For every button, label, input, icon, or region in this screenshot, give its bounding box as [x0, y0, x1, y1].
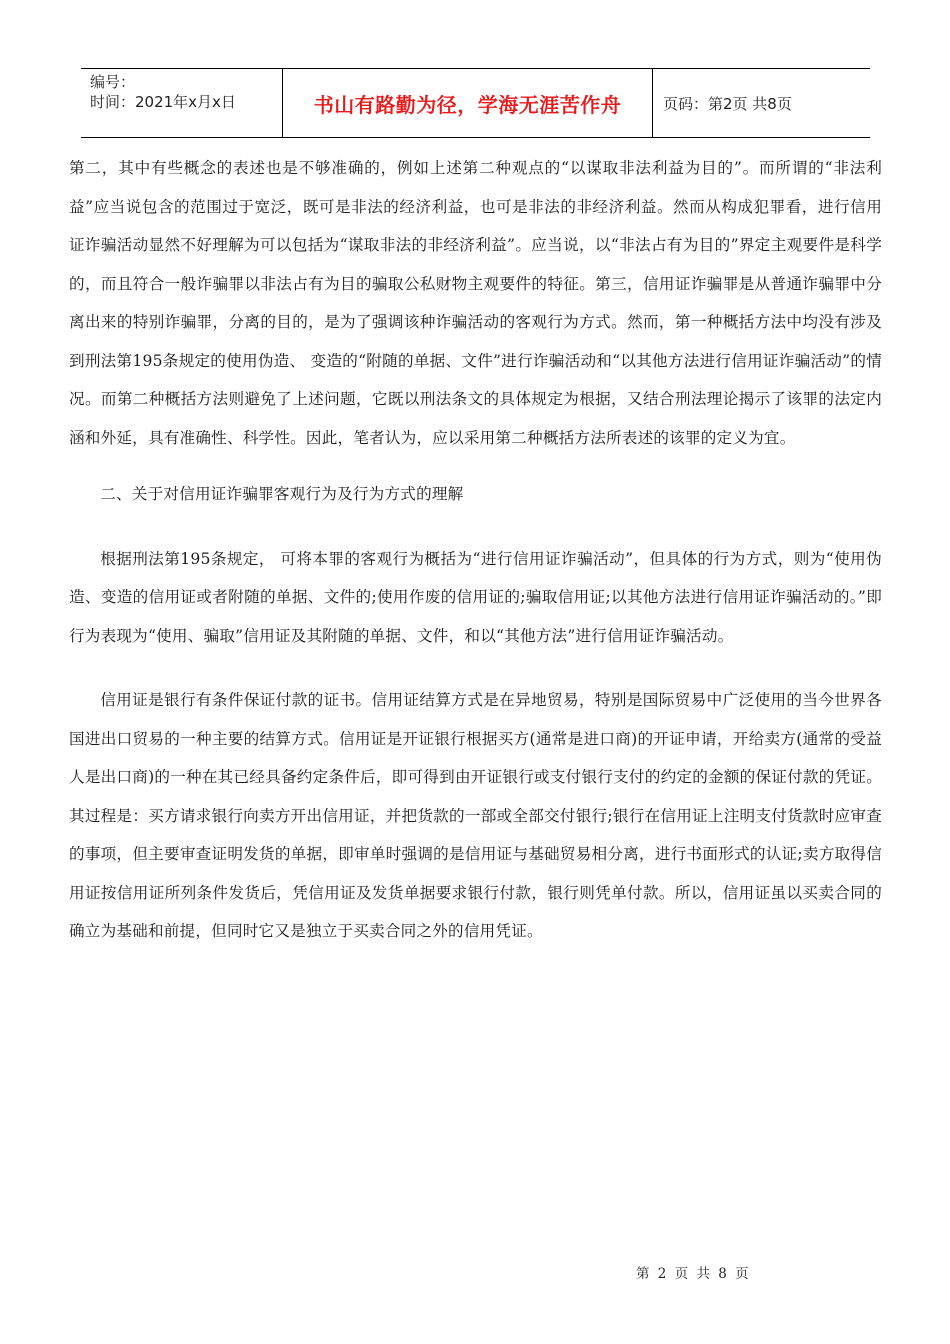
body-paragraph: 信用证是银行有条件保证付款的证书。信用证结算方式是在异地贸易，特别是国际贸易中广泛使用的当今世界各国进出口贸易的一种主要的结算方式。信用证是开证银行根据买方(通常是进口商)的开证申请，开给卖方(通常的受益人是出口商)的一种在其已经具备约定条件后，即可得到由开证银行或支付银行支付的约定的金额的保证付款的凭证。其过程是：买方请求银行向卖方开出信用证，并把货款的一部或全部交付银行;银行在信用证上注明支付货款时应审查的事项，但主要审查证明发货的单据，即审单时强调的是信用证与基础贸易相分离，进行书面形式的认证;卖方取得信用证按信用证所列条件发货后，凭信用证及发货单据要求银行付款，银行则凭单付款。所以，信用证虽以买卖合同的确立为基础和前提，但同时它又是独立于买卖合同之外的信用凭证。: [69, 691, 882, 940]
document-body: [69, 149, 882, 951]
header-motto-cell: [282, 69, 653, 137]
page-number-info: 页码：第2页 共8页: [663, 94, 792, 113]
serial-number-label: 编号：: [90, 73, 136, 91]
section-heading: 二、关于对信用证诈骗罪客观行为及行为方式的理解: [100, 485, 464, 503]
motto-text: 书山有路勤为径，学海无涯苦作舟: [313, 92, 622, 117]
page-header: [81, 68, 870, 138]
body-paragraph: 第二，其中有些概念的表述也是不够准确的，例如上述第二种观点的“以谋取非法利益为目的”。而所谓的“非法利益”应当说包含的范围过于宽泛，既可是非法的经济利益，也可是非法的非经济利益。然而从构成犯罪看，进行信用证诈骗活动显然不好理解为可以包括为“谋取非法的非经济利益”。应当说，以“非法占有为目的”界定主观要件是科学的，而且符合一般诈骗罪以非法占有为目的骗取公私财物主观要件的特征。第三，信用证诈骗罪是从普通诈骗罪中分离出来的特别诈骗罪，分离的目的，是为了强调该种诈骗活动的客观行为方式。然而，第一种概括方法中均没有涉及到刑法第195条规定的使用伪造、 变造的“附随的单据、文件”进行诈骗活动和“以其他方法进行信用证诈骗活动”的情况。而第二种概括方法则避免了上述问题，它既以刑法条文的具体规定为根据，又结合刑法理论揭示了该罪的法定内涵和外延，具有准确性、科学性。因此，笔者认为，应以采用第二种概括方法所表述的该罪的定义为宜。: [69, 159, 882, 447]
header-page-cell: [653, 69, 870, 137]
header-meta-cell: [81, 69, 282, 137]
page-footer: 第 2 页 共 8 页: [636, 1266, 751, 1282]
date-label: 时间：2021年x月x日: [90, 93, 236, 111]
body-paragraph: 根据刑法第195条规定， 可将本罪的客观行为概括为“进行信用证诈骗活动”，但具体的行为方式，则为“使用伪造、变造的信用证或者附随的单据、文件的;使用作废的信用证的;骗取信用证;以其他方法进行信用证诈骗活动的。”即行为表现为“使用、骗取”信用证及其附随的单据、文件，和以“其他方法”进行信用证诈骗活动。: [69, 549, 882, 645]
